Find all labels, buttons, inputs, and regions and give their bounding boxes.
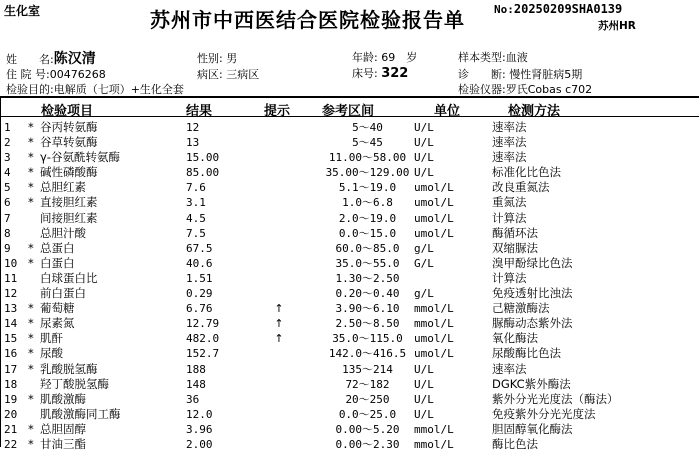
table-row <box>0 195 699 210</box>
row-reference-range: 0.00～2.30 <box>335 437 400 451</box>
row-unit: umol/L <box>414 181 454 195</box>
row-reference-range: 1.30～2.50 <box>335 271 400 285</box>
row-reference-range: 60.0～85.0 <box>335 241 400 255</box>
row-index: 13 <box>4 302 18 316</box>
department-label: 生化室 <box>4 4 41 18</box>
row-method: 标准化比色法 <box>492 165 561 180</box>
row-unit: mmol/L <box>414 422 454 436</box>
row-unit: umol/L <box>414 332 454 346</box>
inpatient-number-label: 住 院 号: <box>6 68 50 81</box>
patient-age <box>352 49 417 65</box>
bed-number-label: 床号: <box>352 67 378 80</box>
row-reference-range: 72～182 <box>345 377 390 391</box>
table-row <box>0 331 699 346</box>
ward-value: 三病区 <box>226 68 260 81</box>
instrument-label: 检验仪器: <box>458 83 506 96</box>
row-item-name: 总胆红素 <box>40 180 86 195</box>
row-reference-range: 20～250 <box>345 392 390 406</box>
row-reference-range: 35.0～55.0 <box>335 256 400 270</box>
row-method: 重氮法 <box>492 195 527 210</box>
row-index: 15 <box>4 332 18 346</box>
row-unit: U/L <box>414 121 434 134</box>
row-result: 2.00 <box>186 437 213 451</box>
row-result: 12.79 <box>186 317 220 331</box>
row-item-name: 总胆固醇 <box>40 421 86 436</box>
row-reference-range: 11.00～58.00 <box>328 151 407 165</box>
row-unit: umol/L <box>414 211 454 225</box>
report-number-label: No: <box>494 3 514 16</box>
row-index: 22 <box>4 437 18 451</box>
row-result: 12.0 <box>186 407 213 421</box>
row-reference-range: 1.0～6.8 <box>342 196 393 210</box>
row-key-mark: * <box>28 195 34 210</box>
row-method: 计算法 <box>492 270 527 285</box>
report-title: 苏州市中西医结合医院检验报告单 <box>150 8 465 32</box>
row-result: 85.00 <box>186 166 220 180</box>
row-item-name: 谷草转氨酶 <box>40 135 98 150</box>
table-row <box>0 286 699 301</box>
instrument-value: 罗氏Cobas c702 <box>505 83 593 96</box>
row-result: 148 <box>186 377 206 391</box>
row-unit: G/L <box>414 256 434 270</box>
row-result: 7.6 <box>186 181 206 195</box>
row-method: 计算法 <box>492 210 527 225</box>
table-row <box>0 150 699 165</box>
row-reference-range: 0.20～0.40 <box>335 287 400 301</box>
patient-name-label: 姓 名: <box>6 53 54 66</box>
row-reference-range: 2.0～19.0 <box>338 211 397 225</box>
ward-label: 病区: <box>197 68 223 81</box>
patient-sex-value: 男 <box>226 52 238 65</box>
row-key-mark: * <box>28 346 34 361</box>
row-method: 紫外分光光度法（酶法） <box>492 391 619 406</box>
diagnosis-value: 慢性肾脏病5期 <box>509 68 583 81</box>
row-key-mark: * <box>28 421 34 436</box>
row-key-mark: * <box>28 361 34 376</box>
row-index: 18 <box>4 377 18 391</box>
header-method: 检测方法 <box>508 104 561 119</box>
row-method: 氧化酶法 <box>492 331 538 346</box>
row-item-name: 直接胆红素 <box>40 195 98 210</box>
row-item-name: γ-谷氨酰转氨酶 <box>40 150 120 165</box>
table-row <box>0 377 699 392</box>
row-unit: U/L <box>414 362 434 376</box>
results-table-body <box>0 120 699 452</box>
row-unit: mmol/L <box>414 302 454 316</box>
table-row <box>0 407 699 422</box>
table-row <box>0 120 699 135</box>
patient-name-value: 陈汉清 <box>53 51 96 67</box>
table-row <box>0 226 699 241</box>
row-unit: U/L <box>414 392 434 406</box>
ward <box>197 66 259 82</box>
row-key-mark: * <box>28 150 34 165</box>
row-key-mark: * <box>28 165 34 180</box>
inpatient-number-value: 00476268 <box>49 68 106 81</box>
row-method: DGKC紫外酶法 <box>492 376 571 391</box>
row-flag-arrow: ↑ <box>274 317 284 331</box>
header-flag: 提示 <box>264 104 291 119</box>
row-key-mark: * <box>28 180 34 195</box>
row-method: 胆固醇氧化酶法 <box>492 421 573 436</box>
row-index: 16 <box>4 347 18 361</box>
row-key-mark: * <box>28 240 34 255</box>
row-item-name: 葡萄糖 <box>40 301 75 316</box>
row-unit: U/L <box>414 407 434 421</box>
row-index: 12 <box>4 287 18 301</box>
diagnosis <box>458 66 582 82</box>
row-reference-range: 5～40 <box>352 121 383 134</box>
inpatient-number <box>6 66 106 82</box>
row-item-name: 白球蛋白比 <box>40 270 98 285</box>
row-result: 15.00 <box>186 151 220 165</box>
row-index: 3 <box>4 151 11 165</box>
row-result: 13 <box>186 136 200 150</box>
row-flag-arrow: ↑ <box>274 332 284 346</box>
row-key-mark: * <box>28 120 34 134</box>
row-item-name: 总胆汁酸 <box>40 225 86 240</box>
row-item-name: 肌酸激酶同工酶 <box>40 406 121 421</box>
row-method: 免疫紫外分光光度法 <box>492 406 596 421</box>
row-result: 7.5 <box>186 226 206 240</box>
row-method: 酶循环法 <box>492 225 538 240</box>
patient-age-label: 年龄: <box>352 51 378 64</box>
table-row <box>0 346 699 361</box>
patient-sex-label: 性别: <box>197 52 223 65</box>
sample-type-label: 样本类型: <box>458 51 506 64</box>
row-unit: g/L <box>414 287 434 301</box>
table-row <box>0 165 699 180</box>
table-row <box>0 301 699 316</box>
table-row <box>0 241 699 256</box>
table-row <box>0 135 699 150</box>
row-index: 17 <box>4 362 18 376</box>
row-index: 8 <box>4 226 11 240</box>
row-method: 速率法 <box>492 135 527 150</box>
row-item-name: 碱性磷酸酶 <box>40 165 98 180</box>
row-item-name: 白蛋白 <box>40 255 75 270</box>
table-row <box>0 437 699 452</box>
row-item-name: 尿素氮 <box>40 316 75 331</box>
row-item-name: 谷丙转氨酶 <box>40 120 98 134</box>
bed-number-value: 322 <box>381 66 409 81</box>
test-purpose-value: 电解质（七项）+生化全套 <box>53 83 184 96</box>
row-index: 11 <box>4 271 18 285</box>
row-method: 己糖激酶法 <box>492 301 550 316</box>
row-reference-range: 0.0～15.0 <box>338 226 397 240</box>
header-item: 检验项目 <box>41 104 94 119</box>
table-row <box>0 256 699 271</box>
report-number <box>494 2 622 16</box>
row-index: 2 <box>4 136 11 150</box>
row-result: 6.76 <box>186 302 213 316</box>
bed-number <box>352 65 408 81</box>
row-item-name: 肌酐 <box>40 331 63 346</box>
row-method: 尿酸酶比色法 <box>492 346 561 361</box>
row-index: 5 <box>4 181 11 195</box>
row-result: 40.6 <box>186 256 213 270</box>
row-item-name: 肌酸激酶 <box>40 391 86 406</box>
row-index: 4 <box>4 166 11 180</box>
row-item-name: 尿酸 <box>40 346 63 361</box>
row-index: 14 <box>4 317 18 331</box>
row-method: 速率法 <box>492 120 527 134</box>
row-unit: U/L <box>414 166 434 180</box>
row-index: 21 <box>4 422 18 436</box>
row-result: 67.5 <box>186 241 213 255</box>
row-result: 3.1 <box>186 196 206 210</box>
row-item-name: 前白蛋白 <box>40 286 86 301</box>
row-key-mark: * <box>28 316 34 331</box>
row-key-mark: * <box>28 436 34 451</box>
row-result: 12 <box>186 121 200 134</box>
row-key-mark: * <box>28 255 34 270</box>
row-result: 188 <box>186 362 206 376</box>
table-row <box>0 362 699 377</box>
row-key-mark: * <box>28 391 34 406</box>
table-row <box>0 180 699 195</box>
row-unit: g/L <box>414 241 434 255</box>
row-result: 4.5 <box>186 211 206 225</box>
row-method: 脲酶动态紫外法 <box>492 316 573 331</box>
patient-age-value: 69 岁 <box>381 51 418 64</box>
row-key-mark: * <box>28 301 34 316</box>
hospital-code: 苏州HR <box>598 20 636 32</box>
report-number-value: 20250209SHA0139 <box>513 2 623 16</box>
table-row <box>0 422 699 437</box>
test-purpose <box>6 81 184 97</box>
sample-type <box>458 49 528 65</box>
row-item-name: 乳酸脱氢酶 <box>40 361 98 376</box>
row-item-name: 羟丁酸脱氢酶 <box>40 376 109 391</box>
row-reference-range: 135～214 <box>342 362 393 376</box>
row-index: 6 <box>4 196 11 210</box>
row-unit: mmol/L <box>414 437 454 451</box>
row-method: 速率法 <box>492 150 527 165</box>
row-method: 改良重氮法 <box>492 180 550 195</box>
instrument <box>458 81 592 97</box>
row-reference-range: 0.0～25.0 <box>338 407 397 421</box>
header-result: 结果 <box>186 104 213 119</box>
row-result: 482.0 <box>186 332 220 346</box>
row-unit: umol/L <box>414 196 454 210</box>
row-reference-range: 35.00～129.00 <box>325 166 410 180</box>
row-index: 1 <box>4 121 11 134</box>
row-method: 双缩脲法 <box>492 240 538 255</box>
table-row <box>0 211 699 226</box>
row-method: 速率法 <box>492 361 527 376</box>
row-index: 19 <box>4 392 18 406</box>
row-reference-range: 5～45 <box>352 136 383 150</box>
table-row <box>0 316 699 331</box>
row-unit: U/L <box>414 377 434 391</box>
row-item-name: 总蛋白 <box>40 240 75 255</box>
test-purpose-label: 检验目的: <box>6 83 54 96</box>
header-unit: 单位 <box>434 104 461 119</box>
row-key-mark: * <box>28 135 34 150</box>
row-method: 免疫透射比浊法 <box>492 286 573 301</box>
sample-type-value: 血液 <box>505 51 528 64</box>
header-reference: 参考区间 <box>322 104 375 119</box>
row-flag-arrow: ↑ <box>274 302 284 316</box>
row-index: 9 <box>4 241 11 255</box>
row-reference-range: 3.90～6.10 <box>335 302 400 316</box>
row-index: 20 <box>4 407 18 421</box>
row-result: 1.51 <box>186 271 213 285</box>
table-row <box>0 271 699 286</box>
table-top-rule <box>0 96 699 98</box>
row-unit: mmol/L <box>414 317 454 331</box>
row-unit: umol/L <box>414 226 454 240</box>
table-row <box>0 392 699 407</box>
row-key-mark: * <box>28 331 34 346</box>
row-unit: umol/L <box>414 347 454 361</box>
row-unit: U/L <box>414 151 434 165</box>
row-result: 3.96 <box>186 422 213 436</box>
row-reference-range: 2.50～8.50 <box>335 317 400 331</box>
row-method: 酶比色法 <box>492 436 538 451</box>
row-item-name: 间接胆红素 <box>40 210 98 225</box>
row-reference-range: 0.00～5.20 <box>335 422 400 436</box>
row-reference-range: 35.0～115.0 <box>332 332 403 346</box>
row-method: 溴甲酚绿比色法 <box>492 255 573 270</box>
row-result: 36 <box>186 392 200 406</box>
row-reference-range: 142.0～416.5 <box>328 347 407 361</box>
row-index: 7 <box>4 211 11 225</box>
patient-name <box>6 48 96 68</box>
row-result: 152.7 <box>186 347 220 361</box>
row-result: 0.29 <box>186 287 213 301</box>
diagnosis-label: 诊 断: <box>458 68 506 81</box>
row-reference-range: 5.1～19.0 <box>338 181 397 195</box>
row-item-name: 甘油三酯 <box>40 436 86 451</box>
patient-sex <box>197 50 237 66</box>
row-unit: U/L <box>414 136 434 150</box>
row-index: 10 <box>4 256 18 270</box>
